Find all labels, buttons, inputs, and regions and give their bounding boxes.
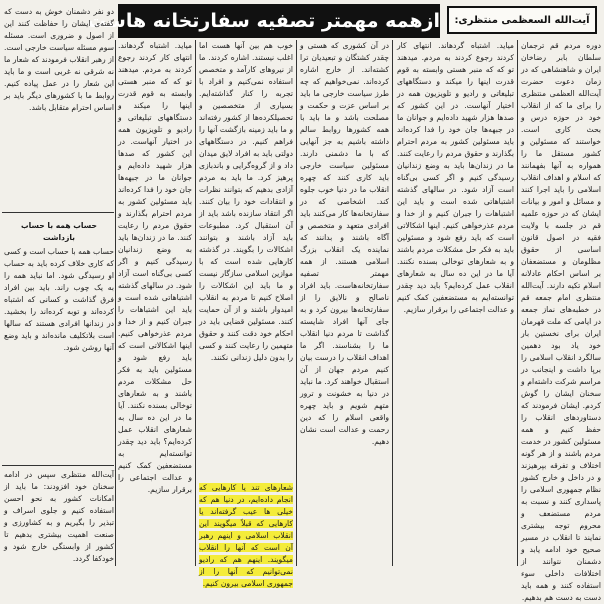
column-rule xyxy=(517,40,518,566)
highlighted-text: شعارهای تند یا کارهایی که انجام داده‌ایم، در دنیا هم که خیلی ها عیب گرفته‌اند یا کارهایی که قبلاً میگویند این انقلاب اسلامی و اینهم رهبر آن است که آنها را انقلاب میگویند. اینهم هم که رادیو نمی‌توانیم که آنها را از جمهوری اسلامی بیرون کنیم. xyxy=(199,483,293,588)
article-column-2 xyxy=(397,40,514,566)
byline-box: آیت‌الله السعظمی منتظری: xyxy=(447,6,597,34)
column-text: دوره مردم قم ترجمان سلطان بابر رضاخان ایران و شاهنشاهی که در زمان دعوت حضرت آیت‌الله العظمی منتظری را برای ما که از انقلاب خود در حوزه درس و بحث کاری است. خواستند که مسئولین و کشور مستقل ما را همواره به آنها بفهمانند که اسلام و اهداف انقلاب اسلامی را باید اجرا کنند و مسائل و امور و بیانات ایشان که در حوزه علمیه قم در جلسه با ولایت فقیه در اصول قانون اساسی از حقوق مظلومان و مستضعفان بر اساس احکام عادلانه اسلام تکیه دارند. آیت‌الله منتظری امام جمعه قم در خطبه‌های نماز جمعه در ایامی که ملت قهرمان ایران برای نخستین بار خود یاد بود دهمین سالگرد انقلاب اسلامی را برپا داشت و اینجانب در مراسم شرکت داشته‌ام و سخنان ایشان را گوش کردم. ایشان فرمودند که دستاوردهای انقلاب را حفظ کنیم و همه مسئولین کشور در خدمت مردم باشند و از هر گونه اختلاف و تفرقه بپرهیزند و در داخل و خارج کشور نظام جمهوری اسلامی را پاسداری کنند و نسبت به مردم مستضعف و محروم توجه بیشتری نمایند تا انقلاب در مسیر صحیح خود ادامه یابد و دشمنان نتوانند از اختلافات داخلی سوء استفاده کنند و همه باید دست به دست هم بدهیم. xyxy=(521,41,601,602)
article-column-5-bottom xyxy=(4,469,114,566)
column-text: دو نفر دشمنان خوش به دست که گفته‌ی ایشان را حفاظت کنند این از اصول و ضروری است. مسئله سوم مسئله سیاست خارجی است. از رهبر انقلاب فرمودند که شعار ما نه شرقی نه غربی است و ما باید این شعار را در عمل پیاده کنیم. روابط ما با کشورهای دیگر باید بر اساس احترام متقابل باشد. xyxy=(4,7,114,112)
column-text: میاید. اشتباه گردهاند. انتهای کار کردند رجوع کردند به مردم. میدهند تو که که منبر هستی وابسته به قوم قدرت اینها را میکند و دستگاههای تبلیغاتی و رادیو و تلویزیون همه در اختیار آنهاست. در این کشور که صدها هزار شهید داده‌ایم و جوانان ما در جبهه‌ها جان خود را فدا کرده‌اند باید مسئولین کشور به مردم احترام بگذارند و حقوق مردم را رعایت کنند. ما در زندان‌ها باید به وضع زندانیان رسیدگی کنیم و اگر کسی بی‌گناه است آزاد شود. در سالهای گذشته اشتباهاتی شده است و باید این اشتباهات را جبران کنیم و از خدا و مردم عذرخواهی کنیم. اینها اشکالاتی است که باید رفع شود و مسئولین باید به فکر حل مشکلات مردم باشند و به شعارهای توخالی بسنده نکنند. آیا ما در این ده سال به شعارهای انقلاب عمل کرده‌ایم؟ باید دید چقدر توانسته‌ایم به مستضعفین کمک کنیم و عدالت اجتماعی را برقرار سازیم. xyxy=(118,41,192,494)
article-column-3 xyxy=(300,40,389,566)
article-column-1 xyxy=(521,40,601,602)
column-rule xyxy=(195,40,196,566)
section-rule xyxy=(2,212,114,213)
column-rule xyxy=(115,40,116,566)
headline: ازهمه مهمتر تصفیه سفارتخانه هاست xyxy=(118,4,440,38)
article-column-5 xyxy=(4,6,114,210)
column-text: میاید. اشتباه گردهاند. انتهای کار کردند رجوع کردند به مردم. میدهند تو که که منبر هستی وابسته به قوم قدرت اینها را میکند و دستگاههای تبلیغاتی و رادیو و تلویزیون همه در اختیار آنهاست. در این کشور که صدها هزار شهید داده‌ایم و جوانان ما در جبهه‌ها جان خود را فدا کرده‌اند باید مسئولین کشور به مردم احترام بگذارند و حقوق مردم را رعایت کنند. ما در زندان‌ها باید به وضع زندانیان رسیدگی کنیم و اگر کسی بی‌گناه است آزاد شود. در سالهای گذشته اشتباهاتی شده است و باید این اشتباهات را جبران کنیم و از خدا و مردم عذرخواهی کنیم. اینها اشکالاتی است که باید رفع شود و مسئولین باید به فکر حل مشکلات مردم باشند و به شعارهای توخالی بسنده نکنند. آیا ما در این ده سال به شعارهای انقلاب عمل کرده‌ایم؟ باید دید چقدر توانسته‌ایم به مستضعفین کمک کنیم و عدالت اجتماعی را برقرار سازیم. xyxy=(397,41,514,314)
column-subhead: حساب همه با حساب بازداشت xyxy=(21,221,97,242)
article-column-4b xyxy=(118,40,192,566)
column-rule xyxy=(392,40,393,566)
column-text: حساب همه با حساب است و کسی که کاری خلاف کرده باید به حساب او رسیدگی شود. اما نباید همه را به یک چوب راند. باید بین افراد فرق گذاشت و کسانی که اشتباه کرده‌اند و توبه کرده‌اند را بخشید. در زندانها افرادی هستند که سالها است بلاتکلیف مانده‌اند و باید وضع آنها روشن شود. xyxy=(4,247,114,352)
column-text: خوب هم بین آنها هست اما اغلب نیستند. اشاره کردند. ما از نیروهای کارآمد و متخصص استفاده نمی‌کنیم و افراد با تجربه را کنار گذاشته‌ایم. بسیاری از متخصصین و تحصیلکرده‌ها از کشور رفته‌اند و ما باید زمینه بازگشت آنها را فراهم کنیم. در دستگاههای دولتی باید به افراد لایق میدان داد و از گروه‌گرایی و باندبازی پرهیز کرد. ما باید به مردم آزادی بدهیم که بتوانند نظرات و انتقادات خود را بیان کنند. اگر انتقاد سازنده باشد باید از آن استقبال کرد. مطبوعات باید آزاد باشند و بتوانند اشکالات را بگویند. در گذشته کارهایی شده است که با موازین اسلامی سازگار نیست و ما باید این اشکالات را اصلاح کنیم تا مردم به انقلاب امیدوار باشند و از آن حمایت کنند. مسئولین قضایی باید در احکام خود دقت کنند و حقوق متهمین را رعایت کنند و کسی را بدون دلیل زندانی نکنند. xyxy=(199,41,293,362)
section-rule xyxy=(2,465,114,466)
article-column-5-middle xyxy=(4,216,114,462)
highlighted-passage xyxy=(199,482,293,588)
column-rule xyxy=(296,40,297,566)
column-text: در آن کشوری که هستی و چقدر کشتگان و تبعیدیان ترا کشته‌اند. از خارج اشاره کرده‌اند. نمی‌خواهیم که چه طرز سیاست خارجی ما باید بر اساس عزت و حکمت و مصلحت باشد و ما باید با همه کشورها روابط سالم داشته باشیم به جز آنهایی که با ما دشمنی دارند. مسئولین سیاست خارجی باید کاری کنند که چهره انقلاب ما در دنیا خوب جلوه کند. اشخاصی که در سفارتخانه‌ها کار می‌کنند باید افرادی متعهد و متخصص و آگاه باشند و بدانند که نماینده یک انقلاب بزرگ اسلامی هستند. از همه مهمتر تصفیه سفارتخانه‌هاست. باید افراد ناصالح و نالایق را از سفارتخانه‌ها بیرون کرد و به جای آنها افراد شایسته گذاشت تا مردم دنیا انقلاب ما را بشناسند. اگر ما اهداف انقلاب را درست بیان کنیم مردم جهان از آن استقبال خواهند کرد. ما نباید در دنیا به خشونت و ترور متهم شویم و باید چهره واقعی اسلام را که دین رحمت و عدالت است نشان دهیم. xyxy=(300,41,389,446)
column-text: آیت‌الله منتظری سپس در ادامه سخنان خود افزودند: ما باید از امکانات کشور به نحو احسن استفاده کنیم و جلوی اسراف و تبذیر را بگیریم و به کشاورزی و صنعت اهمیت بیشتری بدهیم تا کشور از وابستگی خارج شود و خودکفا گردد. xyxy=(4,470,114,563)
